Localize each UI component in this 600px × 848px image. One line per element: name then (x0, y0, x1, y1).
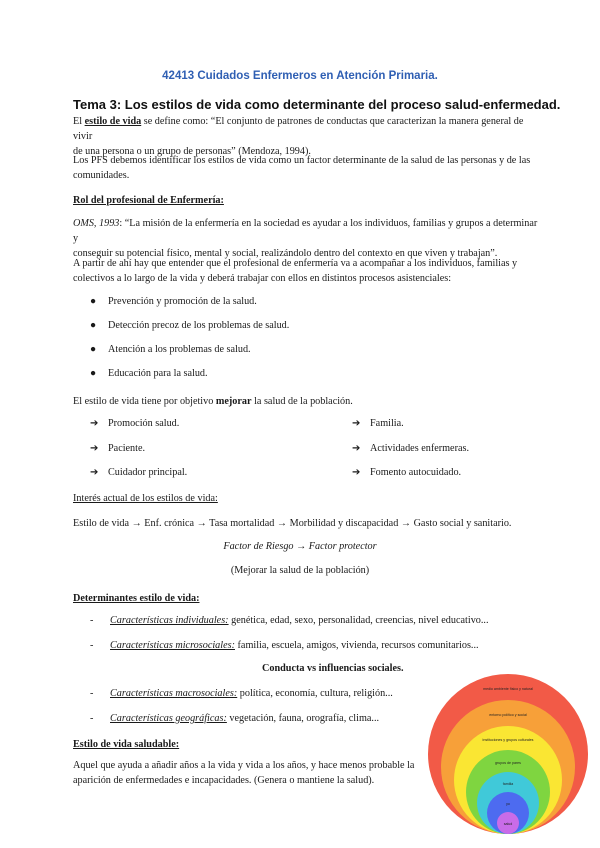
objective-pre: El estilo de vida tiene por objetivo (73, 396, 216, 407)
list-item (90, 344, 251, 355)
list-item (90, 368, 208, 379)
apartir-line1: A partir de ahí hay que entender que el profesional de enfermería va a acompañar a los individuos, familias y (73, 258, 518, 269)
determinant-label: Características microsociales: (110, 640, 235, 651)
arrow-icon: ➔ (90, 418, 99, 429)
healthy-heading: Estilo de vida saludable: (73, 739, 180, 750)
oms-quote: : “La misión de la enfermería en la sociedad es ayudar a los individuos, familias y grupos a determinar y (73, 218, 538, 244)
list-item (90, 296, 257, 307)
course-title: 42413 Cuidados Enfermeros en Atención Primaria. (162, 70, 438, 82)
arrow-icon: ➔ (352, 418, 361, 429)
healthy-paragraph (73, 758, 433, 788)
arrow-item (352, 418, 404, 429)
objective-post: la salud de la población. (251, 396, 353, 407)
arrow-item-text: Paciente. (108, 443, 146, 454)
pfs-line2: comunidades. (73, 170, 130, 181)
arrow-icon: ➔ (352, 467, 361, 478)
objective-bold: mejorar (215, 396, 252, 407)
arrow-item (90, 467, 187, 478)
objective-line (73, 394, 543, 409)
ring-label-6: salud (503, 822, 513, 826)
bullet-icon: ● (90, 368, 97, 379)
oms-line2: conseguir su potencial físico, mental y social, realizándolo dentro del contexto en que viven y trabajan”. (73, 248, 498, 259)
arrow-item (90, 443, 145, 454)
list-item-text: Prevención y promoción de la salud. (108, 296, 257, 307)
determinant-label: Características macrosociales: (110, 688, 238, 699)
determinant-label: Características geográficas: (110, 713, 227, 724)
arrow-item-text: Actividades enfermeras. (370, 443, 469, 454)
arrow-icon: ➔ (90, 443, 99, 454)
determinant-text: familia, escuela, amigos, vivienda, recursos comunitarios... (234, 640, 479, 651)
dash-icon: - (90, 713, 94, 724)
bullet-icon: ● (90, 320, 97, 331)
rol-heading: Rol del profesional de Enfermería: (73, 195, 224, 206)
determinant-text: genética, edad, sexo, personalidad, creencias, nivel educativo... (228, 615, 489, 626)
topic-title: Tema 3: Los estilos de vida como determinante del proceso salud-enfermedad. (73, 97, 561, 112)
arrow-icon: ➔ (90, 467, 99, 478)
arrow-item-text: Familia. (370, 418, 404, 429)
determinants-heading: Determinantes estilo de vida: (73, 593, 200, 604)
ring-label-3: grupos de pares (495, 761, 521, 765)
list-item-text: Detección precoz de los problemas de salud. (108, 320, 290, 331)
determinant-text: política, economía, cultura, religión... (237, 688, 393, 699)
dash-icon: - (90, 615, 94, 626)
list-item-text: Educación para la salud. (108, 368, 208, 379)
bullet-icon: ● (90, 344, 97, 355)
apartir-line2: colectivos a lo largo de la vida y deberá trabajar con ellos en distintos procesos asistenciales: (73, 273, 452, 284)
conducta-heading: Conducta vs influencias sociales. (262, 663, 404, 674)
dash-icon: - (90, 688, 94, 699)
healthy-line1: Aquel que ayuda a añadir años a la vida y vida a los años, y hace menos probable la (73, 760, 415, 771)
arrow-item (352, 467, 461, 478)
chain-line: Estilo de vida → Enf. crónica → Tasa mortalidad → Morbilidad y discapacidad → Gasto social y sanitario. (73, 518, 512, 529)
pfs-paragraph (73, 153, 543, 183)
arrow-icon: ➔ (352, 443, 361, 454)
oms-paragraph (73, 216, 543, 261)
pfs-line1: Los PFS debemos identificar los estilos de vida como un factor determinante de la salud de las personas y de las (73, 155, 531, 166)
definition-term: estilo de vida (84, 116, 142, 127)
determinants-circle-diagram (428, 668, 588, 838)
arrow-item (90, 418, 179, 429)
apartir-paragraph (73, 256, 543, 286)
arrow-item-text: Fomento autocuidado. (370, 467, 462, 478)
oms-source: OMS, 1993 (73, 218, 120, 229)
ring-label-4: familia (502, 782, 514, 786)
determinant-label: Características individuales: (110, 615, 229, 626)
interest-heading: Interés actual de los estilos de vida: (73, 493, 218, 504)
mejorar-line: (Mejorar la salud de la población) (230, 565, 370, 576)
dash-icon: - (90, 640, 94, 651)
definition-text: se define como: “El conjunto de patrones de conductas que caracterizan la manera general de vivir (73, 116, 524, 142)
arrow-item-text: Promoción salud. (108, 418, 180, 429)
list-item (90, 615, 489, 626)
ring-label-2: instituciones y grupos culturales (482, 738, 534, 742)
list-item (90, 320, 289, 331)
list-item-text: Atención a los problemas de salud. (108, 344, 251, 355)
definition-prefix: El (73, 116, 85, 127)
list-item (90, 640, 479, 651)
healthy-line2: aparición de enfermedades e incapacidades. (Genera o mantiene la salud). (73, 775, 375, 786)
list-item (90, 688, 393, 699)
definition-line2: de una persona o un grupo de personas” (Mendoza, 1994). (73, 146, 311, 157)
factor-line: Factor de Riesgo → Factor protector (223, 541, 377, 552)
arrow-item-text: Cuidador principal. (108, 467, 188, 478)
arrow-item (352, 443, 469, 454)
ring-label-0: medio ambiente físico y natural (483, 687, 533, 691)
ring-label-5: yo (506, 802, 510, 806)
determinant-text: vegetación, fauna, orografía, clima... (226, 713, 380, 724)
list-item (90, 713, 379, 724)
ring-label-1: entorno político y social (489, 713, 527, 717)
bullet-icon: ● (90, 296, 97, 307)
